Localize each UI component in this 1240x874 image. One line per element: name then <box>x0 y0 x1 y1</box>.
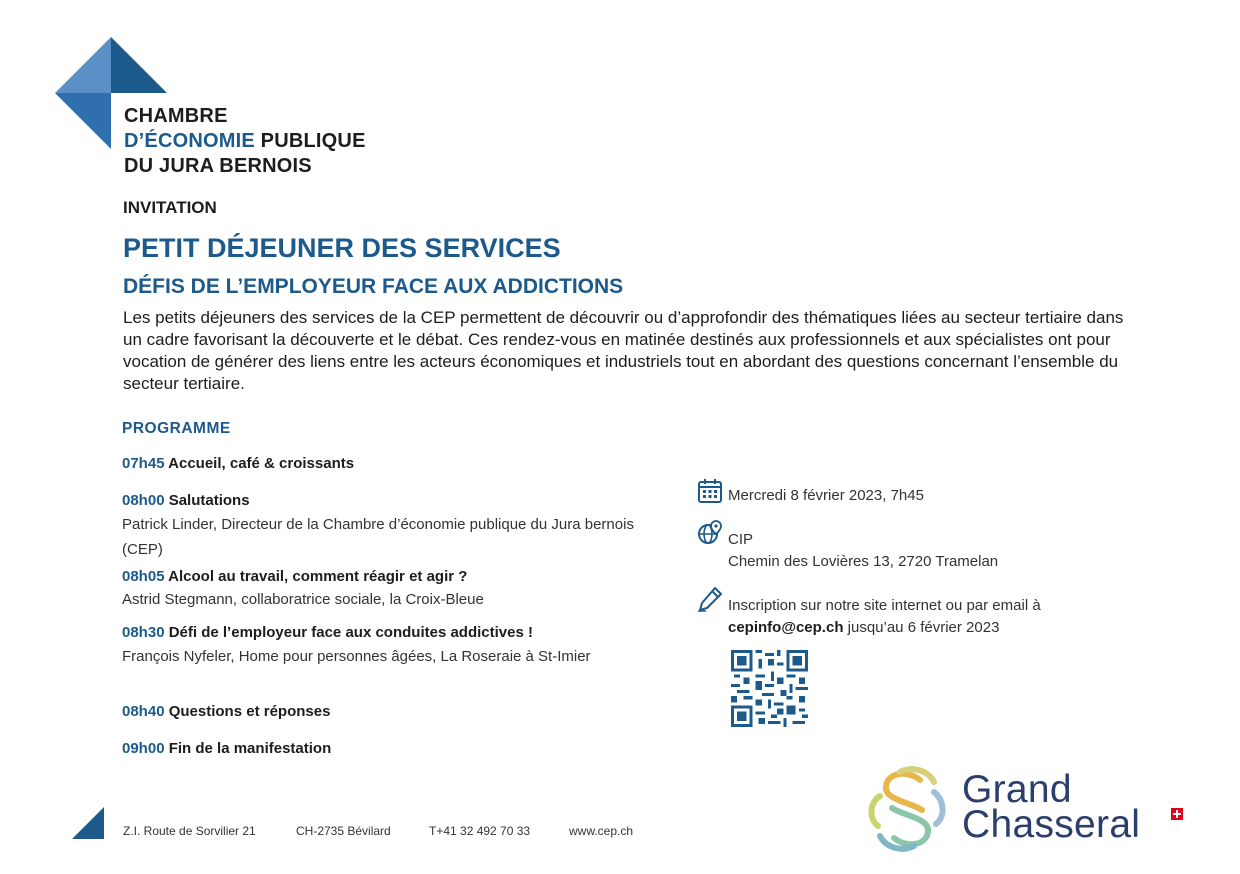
programme-item <box>122 700 642 723</box>
programme-time: 08h05 <box>122 568 165 585</box>
place-name: CIP <box>728 531 754 548</box>
programme-time: 08h00 <box>122 492 165 509</box>
pen-icon <box>697 586 723 612</box>
footer-website[interactable]: www.cep.ch <box>569 824 634 838</box>
page-subtitle: DÉFIS DE L’EMPLOYEUR FACE AUX ADDICTIONS <box>123 275 624 298</box>
programme-label: Alcool au travail, comment réagir et agir ? <box>164 568 468 585</box>
globe-location-icon <box>697 520 723 546</box>
footer-address: Z.I. Route de Sorvilier 21 <box>123 824 256 838</box>
page-title: PETIT DÉJEUNER DES SERVICES <box>123 233 561 263</box>
signup-deadline: jusqu’au 6 février 2023 <box>843 619 1000 636</box>
place-address: Chemin des Lovières 13, 2720 Tramelan <box>728 553 999 570</box>
programme-item <box>122 489 642 562</box>
programme-desc: François Nyfeler, Home pour personnes âgées, La Roseraie à St-Imier <box>122 648 591 665</box>
intro-paragraph: Les petits déjeuners des services de la CEP permettent de découvrir ou d’approfondir des thématiques liées au secteur tertiaire dans un cadre favorisant la découverte et le débat. Ces rendez-vous en matinée destinés aux professionnels et aux spécialistes ont pour vocation de générer des liens entre les acteurs économiques et industriels tout en abordant des questions concernant l’ensemble du secteur tertiaire. <box>123 308 1124 393</box>
programme-item <box>122 452 642 475</box>
org-name-line3: DU JURA BERNOIS <box>124 155 312 177</box>
programme-desc: Patrick Linder, Directeur de la Chambre d’économie publique du Jura bernois (CEP) <box>122 516 634 558</box>
event-place <box>728 529 998 573</box>
programme-label: Accueil, café & croissants <box>164 455 355 472</box>
programme-label: Défi de l’employeur face aux conduites addictives ! <box>164 624 533 641</box>
partner-line1: Grand <box>962 768 1072 811</box>
grand-chasseral-logo-mark <box>860 762 954 856</box>
footer-city: CH-2735 Bévilard <box>296 824 391 838</box>
org-name <box>124 104 366 179</box>
footer-logo-mark <box>72 807 104 839</box>
org-name-line1: CHAMBRE <box>124 105 228 127</box>
qr-code[interactable] <box>731 650 808 727</box>
event-date: Mercredi 8 février 2023, 7h45 <box>728 487 924 504</box>
programme-time: 07h45 <box>122 455 165 472</box>
programme-title: PROGRAMME <box>122 420 231 437</box>
partner-line2: Chasseral <box>962 803 1141 846</box>
invitation-label: INVITATION <box>123 198 217 217</box>
signup-text: Inscription sur notre site internet ou par email à <box>728 597 1041 614</box>
programme-desc: Astrid Stegmann, collaboratrice sociale, la Croix-Bleue <box>122 591 484 608</box>
org-name-line2b: PUBLIQUE <box>254 130 366 152</box>
programme-time: 08h40 <box>122 703 165 720</box>
grand-chasseral-logo-text <box>962 768 1141 846</box>
programme-item <box>122 565 642 611</box>
swiss-flag-icon <box>1171 808 1183 820</box>
footer-phone: T+41 32 492 70 33 <box>429 824 531 838</box>
programme-item <box>122 737 642 760</box>
signup-info <box>728 595 1041 639</box>
calendar-icon <box>697 478 723 504</box>
programme-label: Questions et réponses <box>164 703 331 720</box>
programme-label: Salutations <box>164 492 250 509</box>
programme-time: 09h00 <box>122 740 165 757</box>
signup-email[interactable]: cepinfo@cep.ch <box>728 619 844 636</box>
programme-time: 08h30 <box>122 624 165 641</box>
org-name-line2a: D’ÉCONOMIE <box>124 130 255 152</box>
programme-label: Fin de la manifestation <box>164 740 332 757</box>
programme-item <box>122 621 642 669</box>
